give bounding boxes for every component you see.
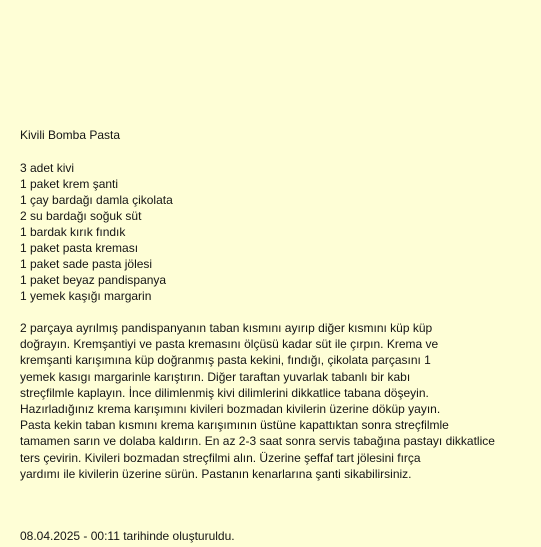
ingredient-list: [20, 160, 173, 304]
recipe-page: [20, 0, 525, 547]
ingredient-item: 1 paket krem şanti: [20, 177, 119, 191]
instruction-line: doğrayın. Kremşantiyi ve pasta kremasını ölçüsü kadar süt ile çırpın. Krema ve: [20, 337, 439, 352]
ingredient-item: 1 paket sade pasta jölesi: [20, 257, 153, 271]
instruction-line: streçfilmle kaplayın. İnce dilimlenmiş kivi dilimlerini dikkatlice tabana döşeyin.: [20, 385, 429, 400]
recipe-title: Kivili Bomba Pasta: [20, 128, 121, 142]
ingredient-item: 1 yemek kaşığı margarin: [20, 289, 152, 303]
ingredient-item: 1 bardak kırık fındık: [20, 225, 126, 239]
instruction-line: Hazırladığınız krema karışımını kivileri bozmadan kivilerin üzerine döküp yayın.: [20, 402, 441, 417]
ingredient-item: 2 su bardağı soğuk süt: [20, 209, 142, 223]
created-timestamp: 08.04.2025 - 00:11 tarihinde oluşturuldu.: [20, 529, 235, 543]
instruction-line: ters çevirin. Kivileri bozmadan streçfilmi alın. Üzerine şeffaf tart jölesini fırça: [20, 450, 421, 465]
instruction-line: Pasta kekin taban kısmını krema karışımının üstüne kapattıktan sonra streçfilmle: [20, 418, 449, 433]
recipe-instructions: [20, 320, 510, 482]
ingredient-item: 3 adet kivi: [20, 161, 75, 175]
instruction-line: kremşanti karışımına küp doğranmış pasta kekini, fındığı, çikolata parçasını 1: [20, 353, 431, 368]
instruction-line: yemek kasıgı margarinle karıştırın. Diğer taraftan yuvarlak tabanlı bir kabı: [20, 369, 411, 384]
instruction-line: 2 parçaya ayrılmış pandispanyanın taban kısmını ayırıp diğer kısmını küp küp: [20, 321, 433, 335]
ingredient-item: 1 paket beyaz pandispanya: [20, 273, 167, 287]
ingredient-item: 1 paket pasta kreması: [20, 241, 139, 255]
ingredient-item: 1 çay bardağı damla çikolata: [20, 193, 173, 207]
instruction-line: yardımı ile kivilerin üzerine sürün. Pastanın kenarlarına şanti sikabilirsiniz.: [20, 466, 412, 481]
instruction-line: tamamen sarın ve dolaba kaldırın. En az 2-3 saat sonra servis tabağına pastayı dikkatlice: [20, 434, 495, 449]
